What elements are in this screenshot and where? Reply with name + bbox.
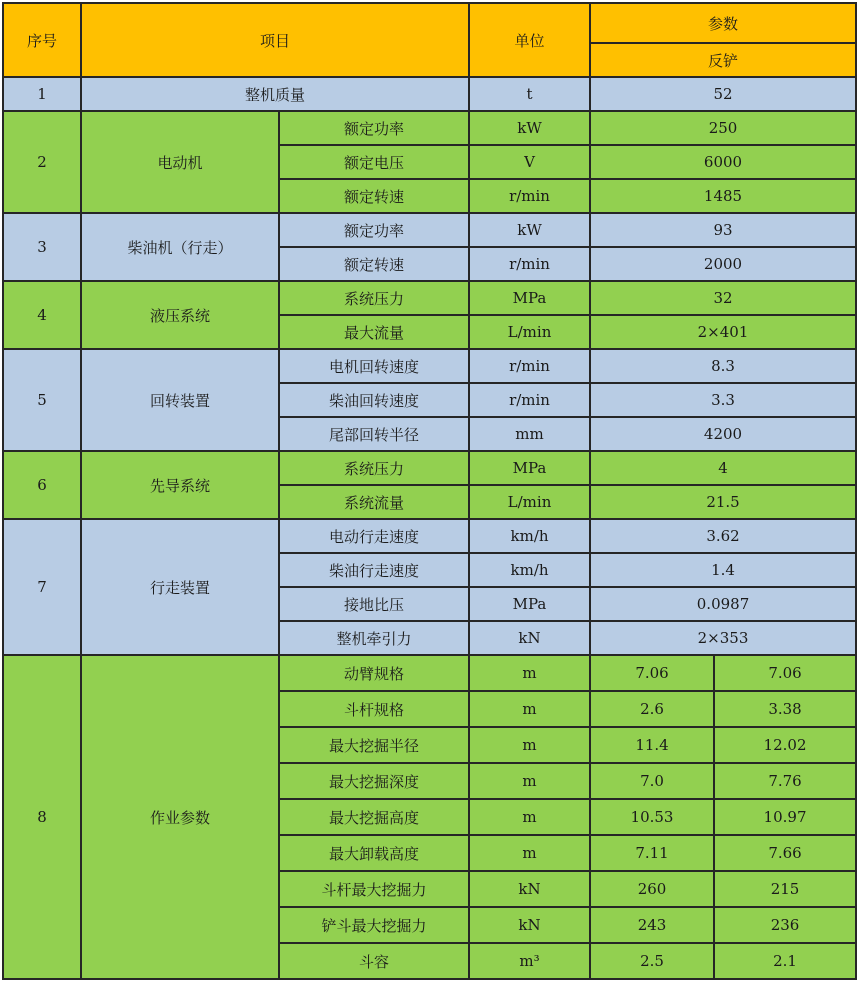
cell-item: 最大挖掘半径 — [279, 727, 469, 763]
header-col-param-sub: 反铲 — [590, 43, 856, 77]
cell-item: 最大流量 — [279, 315, 469, 349]
cell-unit: m³ — [469, 943, 590, 979]
cell-unit: mm — [469, 417, 590, 451]
cell-unit: m — [469, 727, 590, 763]
header-col-no: 序号 — [3, 3, 81, 77]
cell-no: 6 — [3, 451, 81, 519]
cell-item: 额定功率 — [279, 213, 469, 247]
cell-item: 整机质量 — [81, 77, 469, 111]
cell-item: 整机牵引力 — [279, 621, 469, 655]
cell-section-name: 行走装置 — [81, 519, 279, 655]
cell-item: 柴油回转速度 — [279, 383, 469, 417]
cell-value-2: 7.76 — [714, 763, 856, 799]
cell-value: 1.4 — [590, 553, 856, 587]
cell-value-2: 3.38 — [714, 691, 856, 727]
cell-section-name: 柴油机（行走） — [81, 213, 279, 281]
cell-value: 52 — [590, 77, 856, 111]
cell-unit: t — [469, 77, 590, 111]
cell-value: 1485 — [590, 179, 856, 213]
cell-value-1: 2.6 — [590, 691, 714, 727]
cell-value-1: 243 — [590, 907, 714, 943]
cell-item: 最大挖掘高度 — [279, 799, 469, 835]
cell-value: 2×353 — [590, 621, 856, 655]
cell-section-name: 液压系统 — [81, 281, 279, 349]
cell-value: 4200 — [590, 417, 856, 451]
cell-unit: m — [469, 763, 590, 799]
cell-value: 3.62 — [590, 519, 856, 553]
cell-item: 额定转速 — [279, 247, 469, 281]
cell-value-1: 2.5 — [590, 943, 714, 979]
cell-unit: kW — [469, 213, 590, 247]
cell-value: 250 — [590, 111, 856, 145]
cell-value-2: 12.02 — [714, 727, 856, 763]
cell-value: 4 — [590, 451, 856, 485]
table-row — [3, 451, 856, 485]
cell-section-name: 作业参数 — [81, 655, 279, 979]
cell-no: 8 — [3, 655, 81, 979]
cell-item: 柴油行走速度 — [279, 553, 469, 587]
cell-unit: kW — [469, 111, 590, 145]
cell-item: 系统流量 — [279, 485, 469, 519]
cell-unit: km/h — [469, 553, 590, 587]
cell-item: 最大卸载高度 — [279, 835, 469, 871]
header-col-unit: 单位 — [469, 3, 590, 77]
table-row — [3, 77, 856, 111]
cell-item: 系统压力 — [279, 281, 469, 315]
cell-item: 额定转速 — [279, 179, 469, 213]
cell-unit: m — [469, 655, 590, 691]
cell-value: 21.5 — [590, 485, 856, 519]
cell-item: 接地比压 — [279, 587, 469, 621]
cell-value: 2000 — [590, 247, 856, 281]
cell-value-2: 236 — [714, 907, 856, 943]
cell-unit: r/min — [469, 179, 590, 213]
cell-unit: kN — [469, 871, 590, 907]
cell-value-2: 7.06 — [714, 655, 856, 691]
cell-section-name: 回转装置 — [81, 349, 279, 451]
table-row — [3, 519, 856, 553]
cell-value-1: 7.11 — [590, 835, 714, 871]
cell-unit: km/h — [469, 519, 590, 553]
cell-item: 系统压力 — [279, 451, 469, 485]
cell-section-name: 电动机 — [81, 111, 279, 213]
cell-unit: V — [469, 145, 590, 179]
cell-unit: r/min — [469, 383, 590, 417]
cell-value: 32 — [590, 281, 856, 315]
cell-item: 额定功率 — [279, 111, 469, 145]
cell-item: 铲斗最大挖掘力 — [279, 907, 469, 943]
cell-unit: m — [469, 691, 590, 727]
excavator-spec-table — [2, 2, 857, 980]
cell-item: 斗容 — [279, 943, 469, 979]
cell-unit: m — [469, 835, 590, 871]
cell-value-1: 7.06 — [590, 655, 714, 691]
cell-value-1: 11.4 — [590, 727, 714, 763]
cell-value-2: 7.66 — [714, 835, 856, 871]
header-col-param: 参数 — [590, 3, 856, 43]
cell-no: 7 — [3, 519, 81, 655]
table-row — [3, 213, 856, 247]
cell-value-1: 260 — [590, 871, 714, 907]
cell-unit: L/min — [469, 485, 590, 519]
cell-item: 尾部回转半径 — [279, 417, 469, 451]
cell-unit: MPa — [469, 587, 590, 621]
cell-item: 电动行走速度 — [279, 519, 469, 553]
cell-no: 5 — [3, 349, 81, 451]
cell-value-2: 215 — [714, 871, 856, 907]
cell-unit: MPa — [469, 451, 590, 485]
cell-no: 1 — [3, 77, 81, 111]
cell-section-name: 先导系统 — [81, 451, 279, 519]
cell-value: 93 — [590, 213, 856, 247]
cell-value: 8.3 — [590, 349, 856, 383]
header-col-item: 项目 — [81, 3, 469, 77]
cell-value: 0.0987 — [590, 587, 856, 621]
cell-unit: r/min — [469, 247, 590, 281]
table-row — [3, 111, 856, 145]
cell-no: 4 — [3, 281, 81, 349]
cell-value-1: 7.0 — [590, 763, 714, 799]
cell-value: 6000 — [590, 145, 856, 179]
cell-value: 3.3 — [590, 383, 856, 417]
cell-value-2: 10.97 — [714, 799, 856, 835]
cell-unit: m — [469, 799, 590, 835]
table-row — [3, 281, 856, 315]
cell-value: 2×401 — [590, 315, 856, 349]
cell-no: 2 — [3, 111, 81, 213]
cell-unit: kN — [469, 907, 590, 943]
cell-value-2: 2.1 — [714, 943, 856, 979]
cell-unit: kN — [469, 621, 590, 655]
cell-unit: r/min — [469, 349, 590, 383]
cell-item: 额定电压 — [279, 145, 469, 179]
cell-item: 斗杆规格 — [279, 691, 469, 727]
cell-item: 电机回转速度 — [279, 349, 469, 383]
cell-unit: L/min — [469, 315, 590, 349]
cell-value-1: 10.53 — [590, 799, 714, 835]
table-row — [3, 349, 856, 383]
cell-item: 最大挖掘深度 — [279, 763, 469, 799]
cell-no: 3 — [3, 213, 81, 281]
table-row — [3, 655, 856, 691]
cell-item: 斗杆最大挖掘力 — [279, 871, 469, 907]
cell-unit: MPa — [469, 281, 590, 315]
cell-item: 动臂规格 — [279, 655, 469, 691]
